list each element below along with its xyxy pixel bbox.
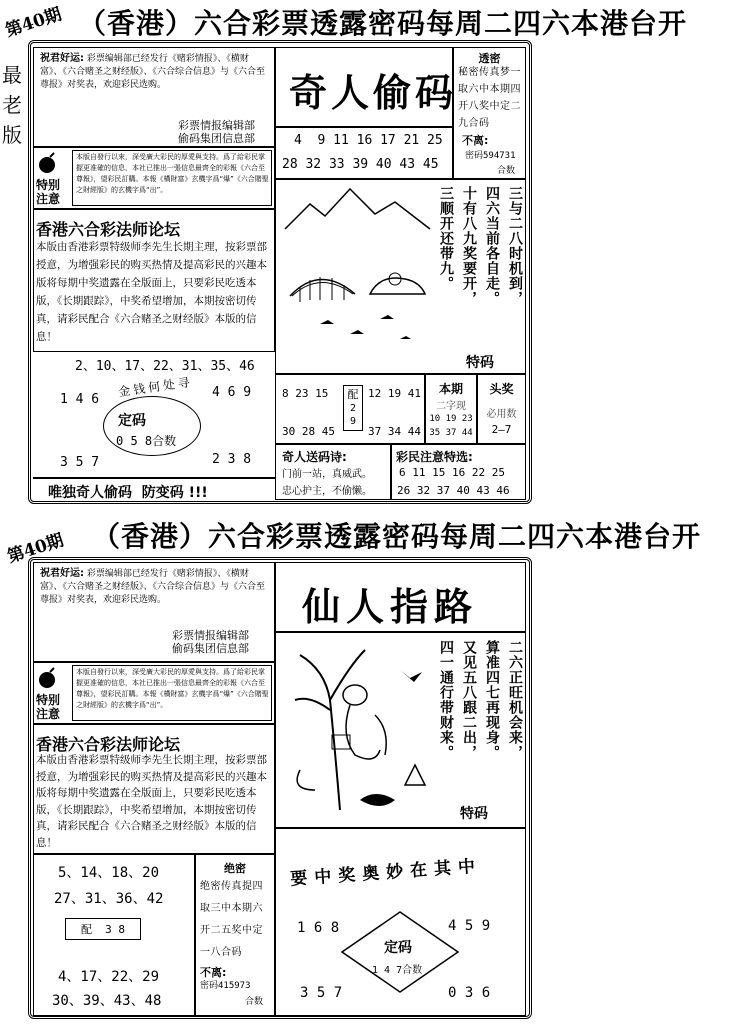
mid-right-row1: 12 19 41 — [368, 387, 421, 400]
numbers-row1-top: 4 9 11 16 17 21 25 — [294, 133, 443, 148]
nums-a1: 5、14、18、20 — [58, 865, 160, 881]
diamond-bl: 3 5 7 — [300, 985, 343, 1001]
secret-buli: 不离: — [462, 134, 489, 147]
pei-bottom: 配 3 8 — [80, 923, 126, 936]
forum-title: 香港六合彩法师论坛 — [36, 220, 181, 239]
qiren-poem-line2: 忠心护主，不偷懒。 — [282, 486, 372, 497]
secret-code: 密码594731 — [465, 151, 516, 161]
mid-right-row2: 37 34 44 — [368, 425, 421, 438]
notice-text-bottom — [40, 567, 270, 607]
juemi-body: 绝密传真提四取三中本期六开二五奖中定一八合码 — [200, 881, 263, 958]
notice-sign2: 偷码集团信息部 — [178, 132, 255, 145]
juemi-title: 绝密 — [224, 862, 246, 875]
arc-text-bottom: 要中奖奥妙在其中 — [289, 856, 483, 890]
fixed-code-arc: 金钱何处寻 — [117, 374, 194, 400]
toujiang-title: 头奖 — [489, 382, 514, 396]
juemi-heshu: 合数 — [245, 997, 264, 1007]
special-note-label-bottom: 特别注意 — [36, 693, 61, 721]
monkey-illustration — [280, 640, 435, 825]
toujiang-range: 2—7 — [491, 423, 512, 436]
numbers-row2-top: 28 32 33 39 40 43 45 — [282, 157, 439, 172]
benqi-row2: 35 37 44 — [429, 428, 473, 438]
juemi-buli: 不离: — [200, 966, 227, 979]
notice-title-bottom: 祝君好运: — [40, 568, 84, 579]
poem-col-2: 四六当前各自走。 — [484, 186, 500, 306]
diamond-tl: 1 6 8 — [297, 920, 340, 936]
diamond-label: 定码 — [384, 940, 412, 956]
page-header-bottom: （香港）六合彩票透露密码每周二四六本港台开 — [92, 520, 702, 553]
pei-num: 2 9 — [349, 403, 357, 427]
title-top: 奇人偷码 — [289, 70, 458, 115]
landscape-illustration — [280, 184, 435, 354]
forum-title-bottom: 香港六合彩法师论坛 — [36, 735, 181, 754]
fixed-code-inner: 0 5 8合数 — [116, 434, 177, 448]
notice-title: 祝君好运: — [40, 53, 84, 64]
pei-label: 配 — [347, 388, 359, 401]
poem-col-1: 三与二八时机到， — [507, 186, 523, 306]
benqi-row1: 10 19 23 — [429, 414, 473, 424]
benqi-title: 本期 — [438, 382, 463, 396]
secret-heshu: 合数 — [497, 166, 516, 176]
fixed-code-left: 1 4 6 — [60, 392, 100, 407]
caimin-title: 彩民注意特选: — [396, 450, 473, 464]
fixed-code-footer: 唯独奇人偷码 防变码 !!! — [48, 485, 208, 501]
benqi-sub: 二字现 — [436, 401, 466, 412]
fixed-code-bottom-right: 2 3 8 — [212, 452, 252, 467]
nums-b1: 4、17、22、29 — [58, 969, 160, 985]
fixed-code-numbers: 2、10、17、22、31、35、46 — [75, 359, 255, 374]
notice-body: 彩票编辑部已经发行《赌彩情报》、《横财富》、《六合赌圣之财经版》、《六合综合信息》与《六合至尊报》对奖表，欢迎彩民选购。 — [40, 54, 266, 90]
fixed-code-bottom-left: 3 5 7 — [60, 455, 100, 470]
diamond-tr: 4 5 9 — [448, 918, 491, 934]
notice-sign2-bottom: 偷码集团信息部 — [172, 642, 249, 655]
special-note-label: 特别注意 — [36, 178, 61, 206]
caimin-row2: 26 32 37 40 43 46 — [397, 484, 510, 497]
tema-bottom: 特码 — [460, 806, 488, 822]
notice-text-top — [40, 52, 270, 92]
notice-sign1: 彩票情报编辑部 — [178, 119, 255, 132]
page-header-top: （香港）六合彩票透露密码每周二四六本港台开 — [78, 7, 688, 40]
forum-body-bottom: 本版由香港彩票特级师李先生长期主理，按彩票部授意，为增强彩民的购买热情及提高彩民的兴趣本版将每期中奖遗露在全版面上，只要彩民吃透本版，《长期跟踪》，中奖希望增加，本期按密切传真，请彩民配合《六合赌圣之财经版》本版的信息！ — [36, 754, 267, 849]
edition-label: 最老版 — [2, 63, 22, 147]
fixed-code-right: 4 6 9 — [212, 385, 252, 400]
caimin-row1: 6 11 15 16 22 25 — [399, 466, 505, 479]
qiren-poem-line1: 门前一站，真威武。 — [282, 469, 372, 480]
secret-title: 透密 — [478, 52, 501, 65]
poem-bottom-col-1: 二六正旺机会来， — [507, 640, 523, 760]
notice-sign1-bottom: 彩票情报编辑部 — [172, 629, 249, 642]
poem-col-3: 十有八九奖要开， — [461, 186, 477, 306]
special-note-text: 本版自發行以來，深受廣大彩民的厚愛與支持。爲了給彩民掌握更准確的信息，本社已推出一張信息最齊全的彩報《六合至尊報》，望彩民訂購。本報《橫財富》玄機字爲“爆”《六合賭聖之財經版》的玄機字爲“出”。 — [76, 153, 269, 194]
mid-left-row2: 30 28 45 — [282, 425, 335, 438]
issue-label-top: 第40期 — [3, 4, 65, 42]
diamond-br: 0 3 6 — [448, 985, 491, 1001]
poem-col-4: 三顺开还带九。 — [438, 186, 454, 291]
nums-b2: 30、39、43、48 — [52, 993, 162, 1009]
diamond-inner: 1 4 7合数 — [372, 965, 423, 976]
poem-bottom-col-2: 算准四七再现身。 — [484, 640, 500, 760]
mid-left-row1: 8 23 15 — [282, 387, 329, 400]
special-note-text-bottom: 本版自發行以來，深受廣大彩民的厚愛與支持。爲了給彩民掌握更准確的信息，本社已推出一張信息最齊全的彩報《六合至尊報》，望彩民訂購。本報《橫財富》玄機字爲“爆”《六合賭聖之財經版》的玄機字爲“出”。 — [76, 668, 269, 709]
tema-top: 特码 — [466, 355, 494, 371]
poem-bottom-col-4: 四一通行带财来。 — [438, 640, 454, 760]
poem-bottom-col-3: 又见五八跟二出， — [461, 640, 477, 760]
fixed-code-label: 定码 — [118, 413, 146, 429]
bomb-icon — [36, 152, 58, 174]
nums-a2: 27、31、36、42 — [54, 891, 164, 907]
divider — [33, 477, 275, 479]
notice-body-bottom: 彩票编辑部已经发行《赌彩情报》、《横财富》、《六合赌圣之财经版》、《六合综合信息》与《六合至尊报》对奖表，欢迎彩民选购。 — [40, 569, 266, 605]
bomb-icon — [36, 667, 58, 689]
title-bottom: 仙人指路 — [302, 584, 479, 629]
secret-body: 秘密传真梦一取六中本期四开八奖中定二九合码 — [458, 67, 521, 129]
juemi-code: 密码415973 — [200, 981, 251, 991]
issue-label-bottom: 第40期 — [5, 530, 67, 568]
toujiang-sub: 必用数 — [486, 409, 517, 420]
qiren-poem-title: 奇人送码诗: — [282, 450, 347, 464]
forum-body: 本版由香港彩票特级师李先生长期主理，按彩票部授意，为增强彩民的购买热情及提高彩民的兴趣本版将每期中奖遗露在全版面上，只要彩民吃透本版，《长期跟踪》，中奖希望增加，本期按密切传真，请彩民配合《六合赌圣之财经版》本版的信息！ — [36, 241, 267, 343]
